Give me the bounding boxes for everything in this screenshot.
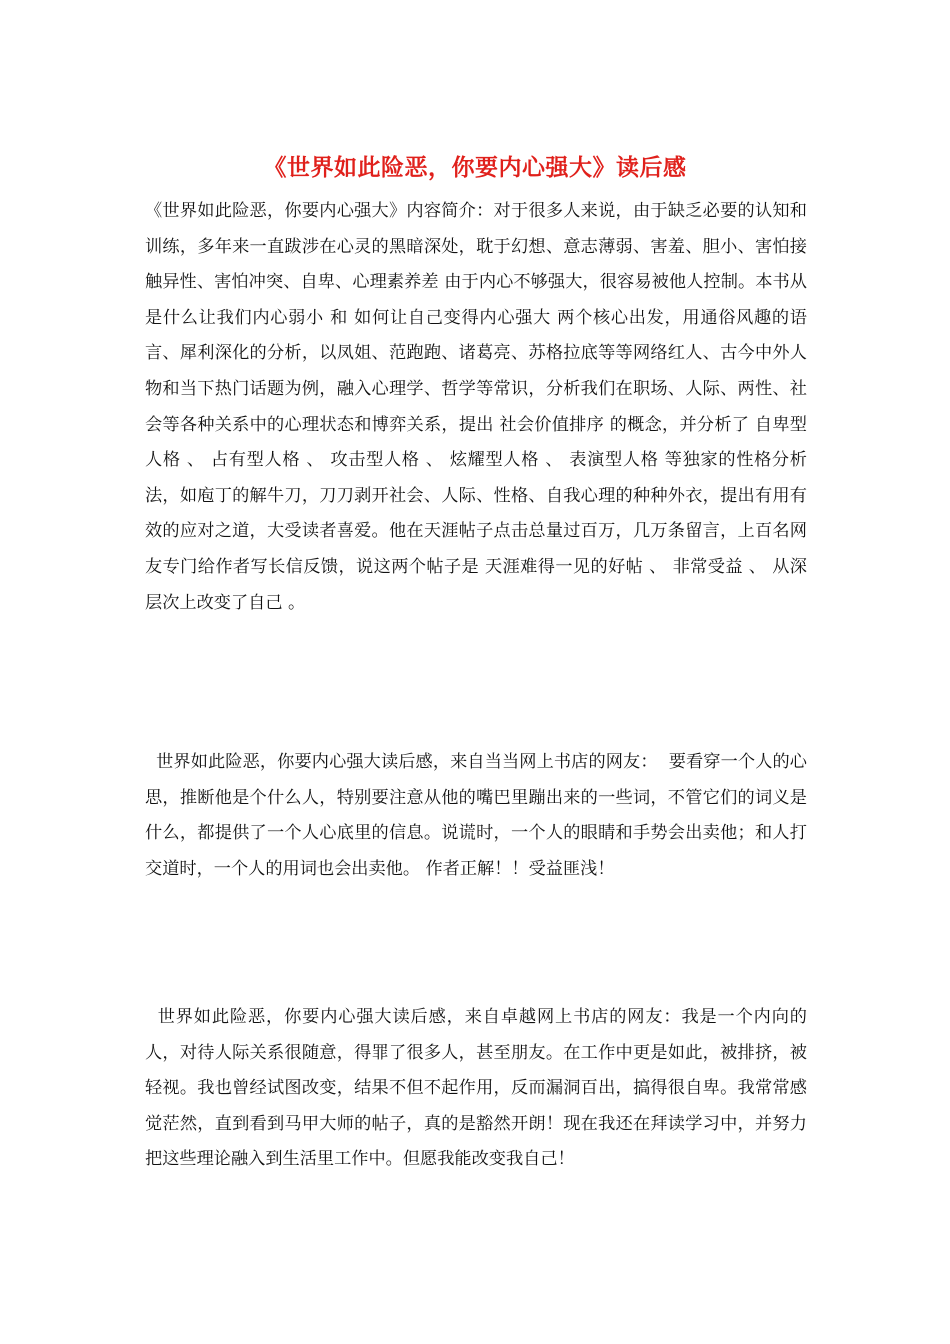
paragraph-review-dangdang: 世界如此险恶，你要内心强大读后感，来自当当网上书店的网友： 要看穿一个人的心思，推断他是个什么人，特别要注意从他的嘴巴里蹦出来的一些词，不管它们的词义是什么，都提供了一个人心底里的信息。说谎时，一个人的眼睛和手势会出卖他；和人打交道时，一个人的用词也会出卖他。 作者正解！！受益匪浅！ <box>145 752 807 879</box>
paragraph-book-summary: 《世界如此险恶，你要内心强大》内容简介：对于很多人来说，由于缺乏必要的认知和训练，多年来一直跋涉在心灵的黑暗深处，耽于幻想、意志薄弱、害羞、胆小、害怕接触异性、害怕冲突、自卑、心理素养差 由于内心不够强大，很容易被他人控制。本书从 是什么让我们内心弱小 和 如何让自己变得内心强大 两个核心出发，用通俗风趣的语言、犀利深化的分析，以凤姐、范跑跑、诸葛亮、苏格拉底等等网络红人、古今中外人物和当下热门话题为例，融入心理学、哲学等常识，分析我们在职场、人际、两性、社会等各种关系中的心理状态和博弈关系，提出 社会价值排序 的概念，并分析了 自卑型人格 、 占有型人格 、 攻击型人格 、 炫耀型人格 、 表演型人格 等独家的性格分析法，如庖丁的解牛刀，刀刀剥开社会、人际、性格、自我心理的种种外衣，提出有用有效的应对之道，大受读者喜爱。他在天涯帖子点击总量过百万，几万条留言，上百名网友专门给作者写长信反馈，说这两个帖子是 天涯难得一见的好帖 、 非常受益 、 从深层次上改变了自己 。 <box>145 201 813 613</box>
document-title: 《世界如此险恶，你要内心强大》读后感 <box>263 154 687 181</box>
paragraph-review-joyo: 世界如此险恶，你要内心强大读后感，来自卓越网上书店的网友：我是一个内向的人，对待人际关系很随意，得罪了很多人，甚至朋友。在工作中更是如此，被排挤，被轻视。我也曾经试图改变，结果不但不起作用，反而漏洞百出，搞得很自卑。我常常感觉茫然，直到看到马甲大师的帖子，真的是豁然开朗！现在我还在拜读学习中，并努力把这些理论融入到生活里工作中。但愿我能改变我自己！ <box>145 1007 807 1170</box>
